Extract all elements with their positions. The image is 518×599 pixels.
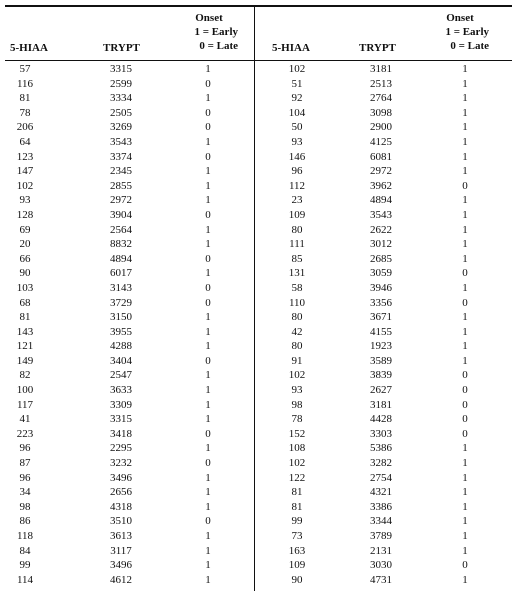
- onset-cell: 1: [462, 442, 468, 455]
- trypt-cell: 3633: [110, 384, 132, 397]
- trypt-cell: 3356: [370, 296, 392, 309]
- right-hiaa-header: 5-HIAA: [272, 42, 310, 54]
- hiaa-cell: 102: [288, 369, 306, 382]
- onset-cell: 1: [462, 544, 468, 557]
- left-trypt-header: TRYPT: [103, 42, 140, 54]
- onset-cell: 0: [462, 179, 468, 192]
- left-trypt-column: [102, 62, 140, 587]
- trypt-cell: 3334: [110, 92, 132, 105]
- trypt-cell: 2972: [110, 194, 132, 207]
- hiaa-cell: 20: [19, 238, 31, 251]
- trypt-cell: 3181: [370, 398, 392, 411]
- hiaa-cell: 116: [16, 77, 34, 90]
- onset-cell: 1: [462, 354, 468, 367]
- onset-cell: 1: [462, 150, 468, 163]
- onset-cell: 1: [462, 486, 468, 499]
- trypt-cell: 2764: [370, 92, 392, 105]
- trypt-cell: 2295: [110, 442, 132, 455]
- left-onset-late: 0 = Late: [199, 40, 238, 52]
- trypt-cell: 4125: [370, 135, 392, 148]
- onset-cell: 0: [462, 559, 468, 572]
- hiaa-cell: 78: [291, 413, 303, 426]
- hiaa-cell: 147: [16, 165, 34, 178]
- onset-cell: 1: [205, 325, 211, 338]
- hiaa-cell: 57: [19, 63, 31, 75]
- trypt-cell: 3098: [370, 106, 392, 119]
- trypt-cell: 3150: [110, 311, 132, 324]
- hiaa-cell: 66: [19, 252, 31, 265]
- left-onset-early: 1 = Early: [194, 26, 238, 38]
- onset-cell: 1: [205, 311, 211, 324]
- trypt-cell: 3059: [370, 267, 392, 280]
- onset-cell: 1: [462, 135, 468, 148]
- trypt-cell: 3613: [110, 530, 132, 542]
- hiaa-cell: 23: [291, 194, 303, 207]
- right-onset-column: [457, 62, 473, 587]
- hiaa-cell: 73: [291, 530, 303, 542]
- hiaa-cell: 96: [19, 442, 31, 455]
- trypt-cell: 2627: [370, 384, 392, 397]
- hiaa-cell: 128: [16, 208, 34, 221]
- onset-cell: 1: [205, 194, 211, 207]
- right-onset-early: 1 = Early: [445, 26, 489, 38]
- hiaa-cell: 41: [19, 413, 31, 426]
- onset-cell: 1: [462, 223, 468, 236]
- right-trypt-header: TRYPT: [359, 42, 396, 54]
- hiaa-cell: 102: [288, 457, 306, 470]
- trypt-cell: 2685: [370, 252, 392, 265]
- onset-cell: 1: [462, 77, 468, 90]
- onset-cell: 1: [462, 340, 468, 353]
- onset-cell: 1: [462, 106, 468, 119]
- left-hiaa-column: [8, 62, 42, 587]
- onset-cell: 0: [205, 106, 211, 119]
- hiaa-cell: 103: [16, 281, 34, 294]
- onset-cell: 1: [462, 457, 468, 470]
- trypt-cell: 2513: [370, 77, 392, 90]
- hiaa-cell: 121: [16, 340, 34, 353]
- hiaa-cell: 85: [291, 252, 303, 265]
- hiaa-cell: 93: [19, 194, 31, 207]
- hiaa-cell: 108: [288, 442, 306, 455]
- onset-cell: 0: [462, 384, 468, 397]
- hiaa-cell: 100: [16, 384, 34, 397]
- hiaa-cell: 58: [291, 281, 303, 294]
- onset-cell: 1: [462, 281, 468, 294]
- trypt-cell: 4731: [370, 573, 392, 586]
- trypt-cell: 3012: [370, 238, 392, 251]
- onset-cell: 0: [462, 413, 468, 426]
- trypt-cell: 3671: [370, 311, 392, 324]
- hiaa-cell: 123: [16, 150, 34, 163]
- onset-cell: 0: [205, 121, 211, 134]
- hiaa-cell: 78: [19, 106, 31, 119]
- hiaa-cell: 122: [288, 471, 306, 484]
- trypt-cell: 3181: [370, 63, 392, 75]
- onset-cell: 1: [205, 223, 211, 236]
- trypt-cell: 4318: [110, 500, 132, 513]
- hiaa-cell: 118: [16, 530, 34, 542]
- hiaa-cell: 109: [288, 559, 306, 572]
- hiaa-cell: 87: [19, 457, 31, 470]
- onset-cell: 1: [205, 63, 211, 75]
- hiaa-cell: 98: [291, 398, 303, 411]
- trypt-cell: 3344: [370, 515, 392, 528]
- hiaa-cell: 114: [16, 573, 34, 586]
- trypt-cell: 3418: [110, 427, 132, 440]
- onset-cell: 1: [462, 325, 468, 338]
- onset-cell: 0: [205, 354, 211, 367]
- table-top-rule: [5, 5, 512, 7]
- left-onset-title: Onset: [195, 12, 223, 24]
- hiaa-cell: 42: [291, 325, 303, 338]
- trypt-cell: 3309: [110, 398, 132, 411]
- column-divider: [254, 5, 255, 591]
- hiaa-cell: 96: [291, 165, 303, 178]
- hiaa-cell: 91: [291, 354, 303, 367]
- right-hiaa-column: [282, 62, 312, 587]
- hiaa-cell: 90: [291, 573, 303, 586]
- onset-cell: 1: [462, 208, 468, 221]
- hiaa-cell: 206: [16, 121, 34, 134]
- onset-cell: 1: [205, 92, 211, 105]
- trypt-cell: 3303: [370, 427, 392, 440]
- onset-cell: 1: [205, 471, 211, 484]
- trypt-cell: 3839: [370, 369, 392, 382]
- onset-cell: 1: [462, 238, 468, 251]
- trypt-cell: 2505: [110, 106, 132, 119]
- trypt-cell: 3282: [370, 457, 392, 470]
- onset-cell: 1: [205, 500, 211, 513]
- trypt-cell: 3496: [110, 471, 132, 484]
- onset-cell: 1: [205, 398, 211, 411]
- right-onset-late: 0 = Late: [450, 40, 489, 52]
- onset-cell: 1: [205, 179, 211, 192]
- trypt-cell: 5386: [370, 442, 392, 455]
- trypt-cell: 3962: [370, 179, 392, 192]
- left-onset-header: [170, 11, 238, 53]
- hiaa-cell: 110: [288, 296, 306, 309]
- trypt-cell: 3232: [110, 457, 132, 470]
- trypt-cell: 1923: [370, 340, 392, 353]
- onset-cell: 0: [462, 267, 468, 280]
- trypt-cell: 3510: [110, 515, 132, 528]
- trypt-cell: 2345: [110, 165, 132, 178]
- trypt-cell: 4894: [110, 252, 132, 265]
- right-trypt-column: [362, 62, 400, 587]
- trypt-cell: 2754: [370, 471, 392, 484]
- hiaa-cell: 99: [291, 515, 303, 528]
- onset-cell: 1: [462, 92, 468, 105]
- trypt-cell: 3589: [370, 354, 392, 367]
- hiaa-cell: 143: [16, 325, 34, 338]
- hiaa-cell: 131: [288, 267, 306, 280]
- trypt-cell: 2900: [370, 121, 392, 134]
- trypt-cell: 3143: [110, 281, 132, 294]
- hiaa-cell: 64: [19, 135, 31, 148]
- trypt-cell: 2656: [110, 486, 132, 499]
- hiaa-cell: 111: [289, 238, 305, 251]
- onset-cell: 0: [205, 457, 211, 470]
- onset-cell: 0: [462, 427, 468, 440]
- trypt-cell: 3386: [370, 500, 392, 513]
- hiaa-cell: 98: [19, 500, 31, 513]
- trypt-cell: 2547: [110, 369, 132, 382]
- onset-cell: 1: [205, 340, 211, 353]
- onset-cell: 1: [205, 384, 211, 397]
- trypt-cell: 2972: [370, 165, 392, 178]
- trypt-cell: 2599: [110, 77, 132, 90]
- hiaa-cell: 90: [19, 267, 31, 280]
- onset-cell: 1: [205, 135, 211, 148]
- onset-cell: 1: [205, 369, 211, 382]
- onset-cell: 1: [462, 121, 468, 134]
- onset-cell: 1: [205, 530, 211, 542]
- onset-cell: 0: [205, 77, 211, 90]
- onset-cell: 1: [205, 486, 211, 499]
- trypt-cell: 8832: [110, 238, 132, 251]
- hiaa-cell: 92: [291, 92, 303, 105]
- trypt-cell: 4288: [110, 340, 132, 353]
- hiaa-cell: 68: [19, 296, 31, 309]
- onset-cell: 0: [205, 208, 211, 221]
- trypt-cell: 3904: [110, 208, 132, 221]
- onset-cell: 1: [205, 544, 211, 557]
- hiaa-cell: 93: [291, 384, 303, 397]
- hiaa-cell: 223: [16, 427, 34, 440]
- trypt-cell: 3404: [110, 354, 132, 367]
- trypt-cell: 3269: [110, 121, 132, 134]
- hiaa-cell: 69: [19, 223, 31, 236]
- left-onset-column: [200, 62, 216, 587]
- hiaa-cell: 80: [291, 311, 303, 324]
- onset-cell: 1: [462, 63, 468, 75]
- onset-cell: 1: [462, 471, 468, 484]
- onset-cell: 0: [205, 427, 211, 440]
- hiaa-cell: 112: [288, 179, 306, 192]
- hiaa-cell: 81: [291, 500, 303, 513]
- onset-cell: 1: [205, 442, 211, 455]
- trypt-cell: 6017: [110, 267, 132, 280]
- right-onset-title: Onset: [446, 12, 474, 24]
- trypt-cell: 4612: [110, 573, 132, 586]
- hiaa-cell: 93: [291, 135, 303, 148]
- onset-cell: 1: [205, 165, 211, 178]
- onset-cell: 1: [462, 573, 468, 586]
- onset-cell: 1: [462, 311, 468, 324]
- trypt-cell: 4428: [370, 413, 392, 426]
- hiaa-cell: 80: [291, 340, 303, 353]
- right-onset-header: [421, 11, 489, 53]
- onset-cell: 0: [205, 515, 211, 528]
- onset-cell: 1: [205, 267, 211, 280]
- hiaa-cell: 102: [288, 63, 306, 75]
- onset-cell: 1: [205, 573, 211, 586]
- trypt-cell: 2564: [110, 223, 132, 236]
- hiaa-cell: 104: [288, 106, 306, 119]
- onset-cell: 1: [205, 559, 211, 572]
- hiaa-cell: 51: [291, 77, 303, 90]
- onset-cell: 1: [205, 238, 211, 251]
- onset-cell: 0: [462, 296, 468, 309]
- trypt-cell: 4155: [370, 325, 392, 338]
- hiaa-cell: 80: [291, 223, 303, 236]
- hiaa-cell: 109: [288, 208, 306, 221]
- trypt-cell: 6081: [370, 150, 392, 163]
- onset-cell: 1: [205, 413, 211, 426]
- onset-cell: 1: [462, 515, 468, 528]
- hiaa-cell: 81: [291, 486, 303, 499]
- trypt-cell: 3955: [110, 325, 132, 338]
- header-bottom-rule: [5, 60, 512, 61]
- trypt-cell: 2855: [110, 179, 132, 192]
- trypt-cell: 3543: [110, 135, 132, 148]
- onset-cell: 0: [205, 252, 211, 265]
- onset-cell: 1: [462, 194, 468, 207]
- hiaa-cell: 149: [16, 354, 34, 367]
- trypt-cell: 3946: [370, 281, 392, 294]
- trypt-cell: 3496: [110, 559, 132, 572]
- trypt-cell: 3543: [370, 208, 392, 221]
- onset-cell: 1: [462, 165, 468, 178]
- hiaa-cell: 81: [19, 311, 31, 324]
- hiaa-cell: 34: [19, 486, 31, 499]
- hiaa-cell: 152: [288, 427, 306, 440]
- onset-cell: 0: [205, 150, 211, 163]
- trypt-cell: 4321: [370, 486, 392, 499]
- onset-cell: 0: [205, 281, 211, 294]
- onset-cell: 1: [462, 500, 468, 513]
- onset-cell: 0: [462, 369, 468, 382]
- trypt-cell: 3374: [110, 150, 132, 163]
- hiaa-cell: 96: [19, 471, 31, 484]
- left-hiaa-header: 5-HIAA: [10, 42, 48, 54]
- hiaa-cell: 163: [288, 544, 306, 557]
- hiaa-cell: 102: [16, 179, 34, 192]
- trypt-cell: 3729: [110, 296, 132, 309]
- onset-cell: 0: [462, 398, 468, 411]
- hiaa-cell: 99: [19, 559, 31, 572]
- trypt-cell: 4894: [370, 194, 392, 207]
- onset-cell: 0: [205, 296, 211, 309]
- hiaa-cell: 82: [19, 369, 31, 382]
- hiaa-cell: 81: [19, 92, 31, 105]
- hiaa-cell: 117: [16, 398, 34, 411]
- trypt-cell: 3315: [110, 63, 132, 75]
- hiaa-cell: 86: [19, 515, 31, 528]
- trypt-cell: 3315: [110, 413, 132, 426]
- trypt-cell: 2622: [370, 223, 392, 236]
- trypt-cell: 3789: [370, 530, 392, 542]
- trypt-cell: 3030: [370, 559, 392, 572]
- trypt-cell: 2131: [370, 544, 392, 557]
- onset-cell: 1: [462, 530, 468, 542]
- trypt-cell: 3117: [110, 544, 132, 557]
- onset-cell: 1: [462, 252, 468, 265]
- hiaa-cell: 84: [19, 544, 31, 557]
- hiaa-cell: 50: [291, 121, 303, 134]
- hiaa-cell: 146: [288, 150, 306, 163]
